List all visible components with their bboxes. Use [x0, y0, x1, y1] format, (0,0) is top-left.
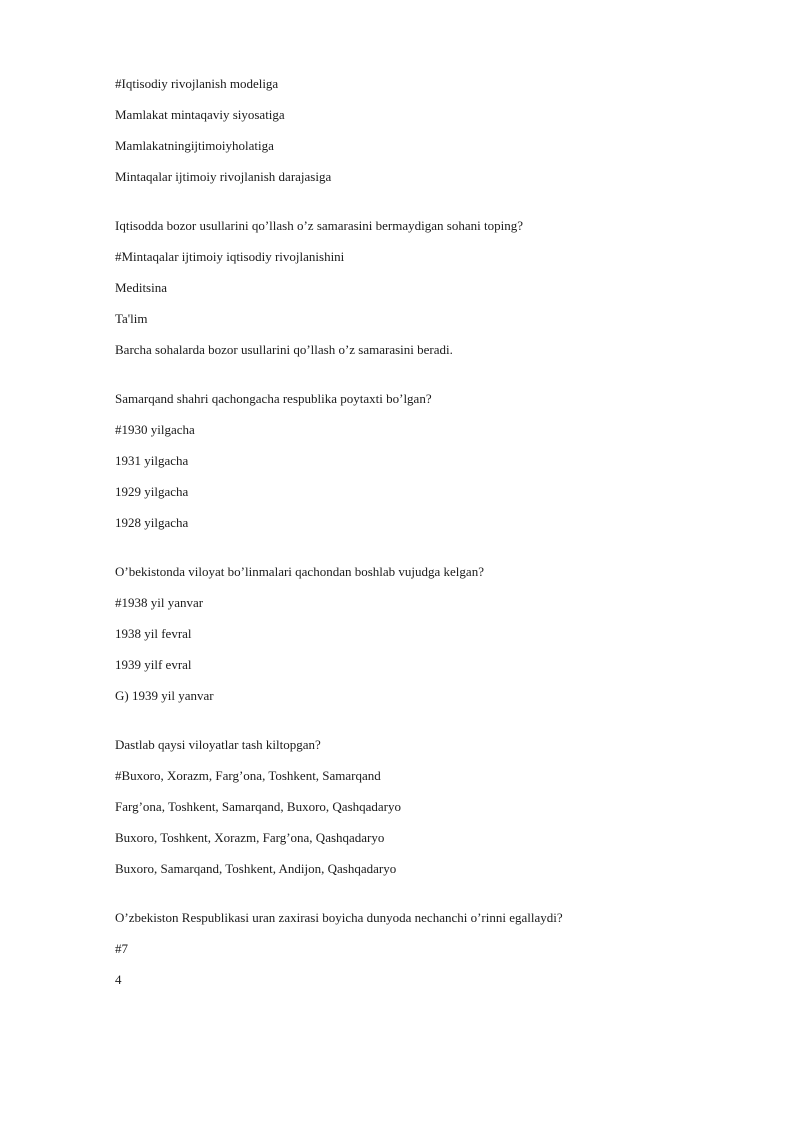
answer-option: Ta'lim — [115, 311, 148, 326]
answer-option: 1938 yil fevral — [115, 626, 192, 641]
question-text: Iqtisodda bozor usullarini qo’llash o’z samarasini bermaydigan sohani toping? — [115, 218, 523, 233]
question-text: O’zbekiston Respublikasi uran zaxirasi boyicha dunyoda nechanchi o’rinni egallaydi? — [115, 910, 563, 925]
answer-option: #Mintaqalar ijtimoiy iqtisodiy rivojlanishini — [115, 249, 345, 264]
answer-option: 1929 yilgacha — [115, 484, 189, 499]
question-block-1 — [115, 75, 755, 186]
answer-option: Mamlakatningijtimoiyholatiga — [115, 138, 274, 153]
answer-option: 4 — [115, 972, 122, 987]
document-page — [115, 75, 755, 1002]
answer-option: Mintaqalar ijtimoiy rivojlanish darajasiga — [115, 169, 332, 184]
answer-option: #1930 yilgacha — [115, 422, 195, 437]
question-block-3 — [115, 390, 755, 532]
answer-option: #1938 yil yanvar — [115, 595, 204, 610]
question-block-4 — [115, 563, 755, 705]
answer-option: Barcha sohalarda bozor usullarini qo’llash o’z samarasini beradi. — [115, 342, 453, 357]
question-text: Dastlab qaysi viloyatlar tash kiltopgan? — [115, 737, 321, 752]
question-block-2 — [115, 217, 755, 359]
question-block-5 — [115, 736, 755, 878]
answer-option: Buxoro, Toshkent, Xorazm, Farg’ona, Qashqadaryo — [115, 830, 385, 845]
answer-option: Farg’ona, Toshkent, Samarqand, Buxoro, Qashqadaryo — [115, 799, 401, 814]
question-text: O’bekistonda viloyat bo’linmalari qachondan boshlab vujudga kelgan? — [115, 564, 484, 579]
answer-option: Mamlakat mintaqaviy siyosatiga — [115, 107, 285, 122]
answer-option: #7 — [115, 941, 128, 956]
answer-option: G) 1939 yil yanvar — [115, 688, 214, 703]
answer-option: 1939 yilf evral — [115, 657, 192, 672]
question-text: Samarqand shahri qachongacha respublika poytaxti bo’lgan? — [115, 391, 432, 406]
answer-option: 1928 yilgacha — [115, 515, 189, 530]
answer-option: #Iqtisodiy rivojlanish modeliga — [115, 76, 279, 91]
answer-option: #Buxoro, Xorazm, Farg’ona, Toshkent, Samarqand — [115, 768, 381, 783]
answer-option: Meditsina — [115, 280, 167, 295]
question-block-6 — [115, 909, 755, 989]
answer-option: 1931 yilgacha — [115, 453, 189, 468]
answer-option: Buxoro, Samarqand, Toshkent, Andijon, Qashqadaryo — [115, 861, 397, 876]
